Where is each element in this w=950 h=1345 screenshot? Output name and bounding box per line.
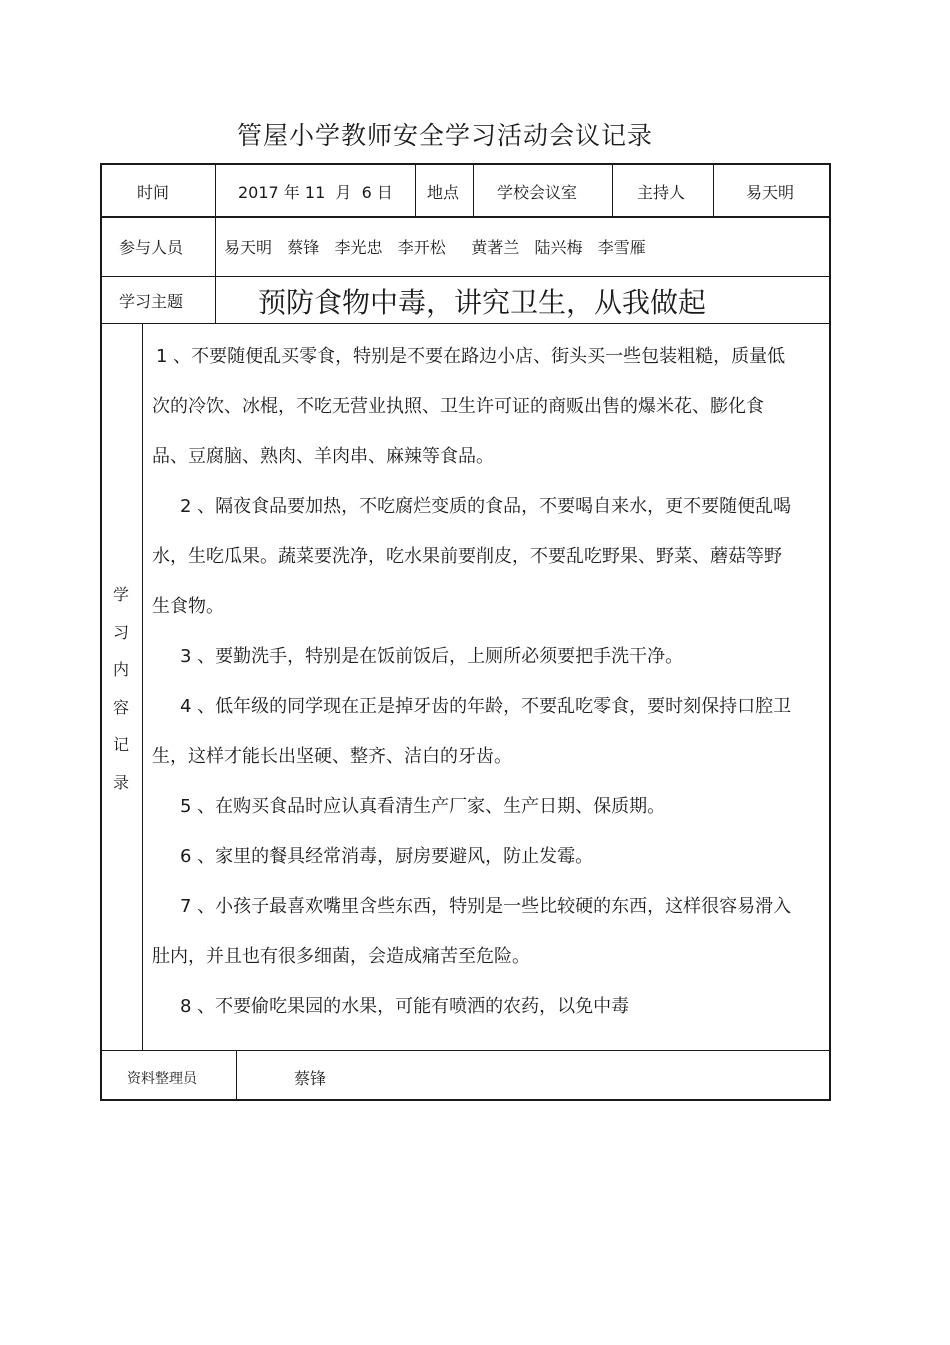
study-content [152,332,792,1032]
content-paragraph: 3 、要勤洗手，特别是在饭前饭后，上厕所必须要把手洗干净。 [180,646,684,667]
row-divider [100,276,831,277]
topic-label: 学习主题 [119,292,184,311]
content-label [108,576,134,802]
host-name: 易天明 [746,183,795,202]
recorder-name: 蔡锋 [294,1069,327,1088]
column-divider [415,163,416,216]
row-divider [100,216,831,218]
row-divider [100,323,831,324]
content-label-char: 录 [112,772,129,792]
page-title: 管屋小学教师安全学习活动会议记录 [236,121,653,150]
meeting-date: 2017 年 11 月 6 日 [238,183,393,202]
column-divider [142,323,143,1050]
topic-text: 预防食物中毒，讲究卫生，从我做起 [258,286,707,319]
content-label-char: 容 [112,697,129,717]
host-label: 主持人 [637,183,686,202]
content-paragraph: 6 、家里的餐具经常消毒，厨房要避风，防止发霉。 [180,846,594,867]
place-label: 地点 [427,183,460,202]
row-divider [100,1050,831,1051]
content-paragraph: 7 、小孩子最喜欢嘴里含些东西，特别是一些比较硬的东西，这样很容易滑入肚内，并且也有很多细菌，会造成痛苦至危险。 [152,896,792,967]
column-divider [612,163,613,216]
content-label-char: 内 [112,660,129,680]
content-paragraph: 1 、不要随便乱买零食，特别是不要在路边小店、街头买一些包装粗糙，质量低次的冷饮、冰棍，不吃无营业执照、卫生许可证的商贩出售的爆米花、膨化食品、豆腐脑、熟肉、羊肉串、麻辣等食品。 [152,346,786,467]
content-paragraph: 5 、在购买食品时应认真看清生产厂家、生产日期、保质期。 [180,796,666,817]
content-label-char: 记 [112,735,129,755]
recorder-label: 资料整理员 [127,1071,197,1087]
content-paragraph: 4 、低年级的同学现在正是掉牙齿的年龄，不要乱吃零食，要时刻保持口腔卫生，这样才能长出坚硬、整齐、洁白的牙齿。 [152,696,792,767]
time-label: 时间 [137,183,170,202]
content-paragraph: 2 、隔夜食品要加热，不吃腐烂变质的食品，不要喝自来水，更不要随便乱喝水，生吃瓜果。蔬菜要洗净，吃水果前要削皮，不要乱吃野果、野菜、蘑菇等野生食物。 [152,496,792,617]
content-paragraph: 8 、不要偷吃果园的水果，可能有喷洒的农药，以免中毒 [180,996,630,1017]
column-divider [236,1050,237,1101]
content-label-char: 习 [112,622,129,642]
column-divider [215,163,216,323]
participants-label: 参与人员 [119,238,184,257]
column-divider [473,163,474,216]
content-label-char: 学 [112,585,129,604]
column-divider [713,163,714,216]
participants-names: 易天明 蔡锋 李光忠 李开松 黄著兰 陆兴梅 李雪雁 [224,238,646,257]
meeting-place: 学校会议室 [497,183,578,202]
